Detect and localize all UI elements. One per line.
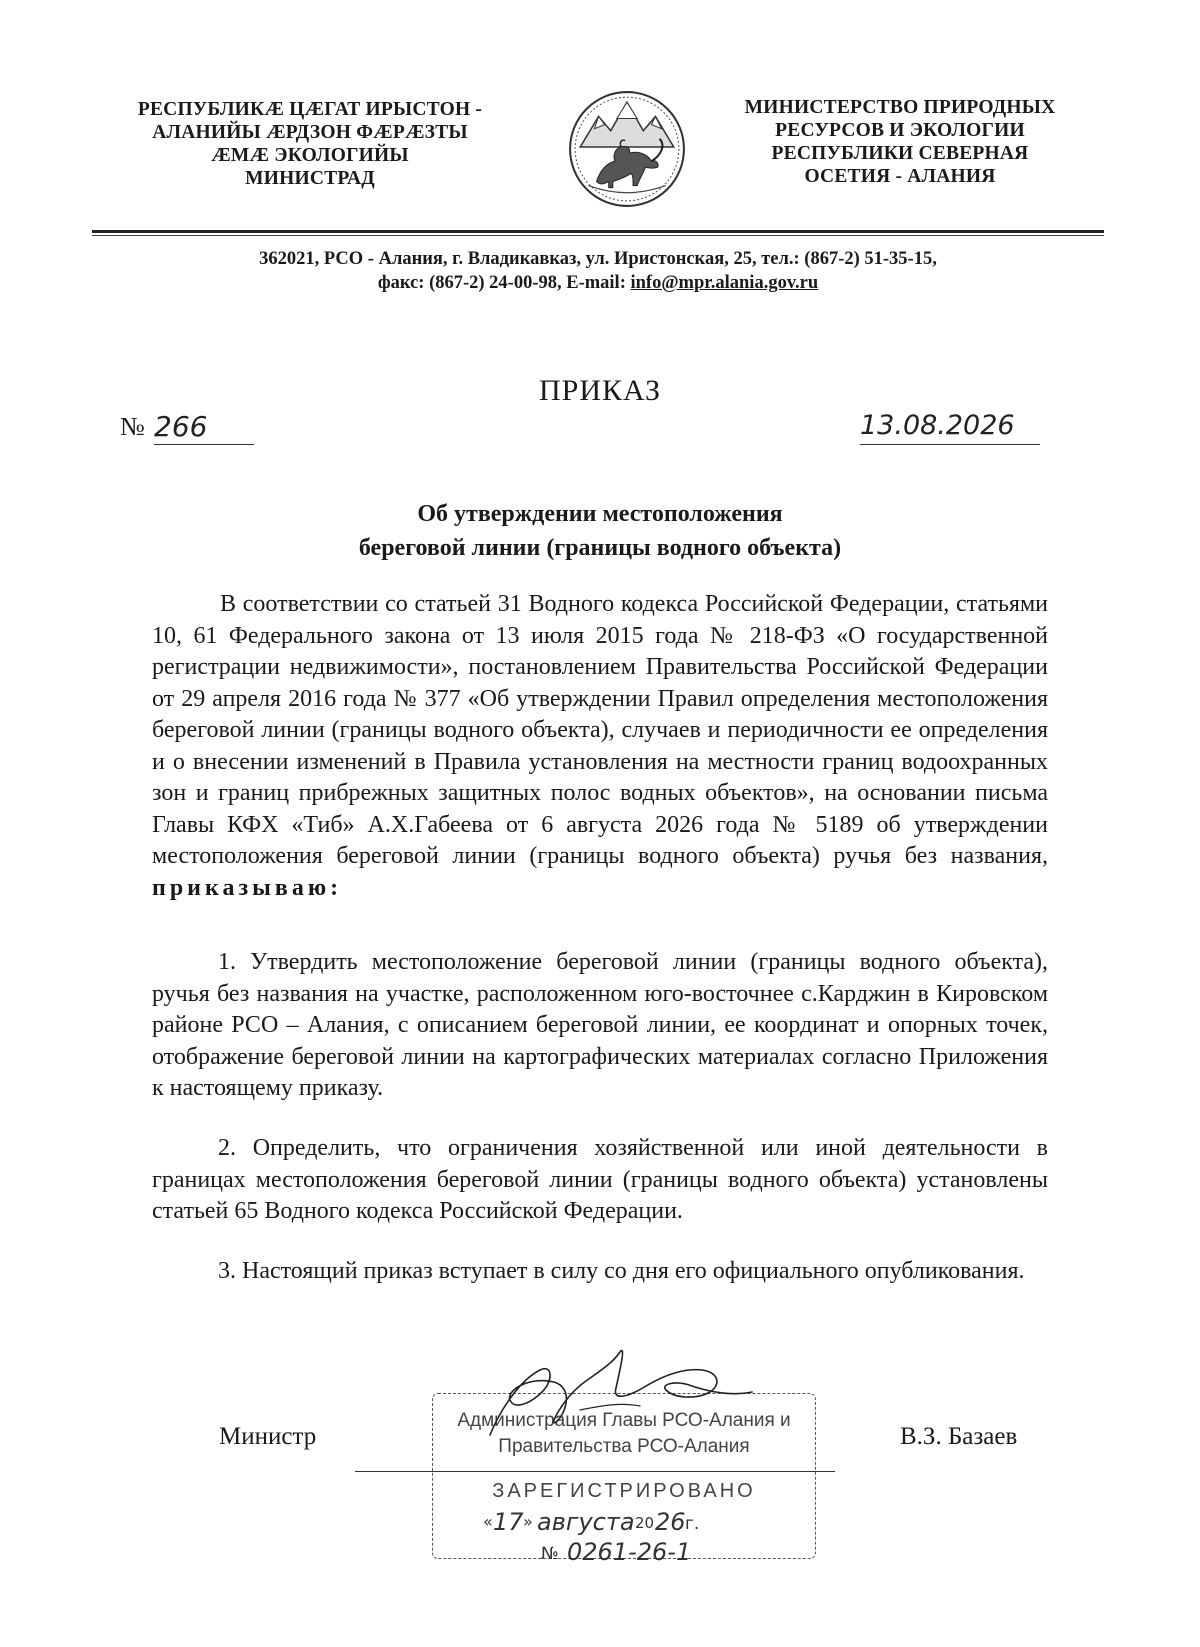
- signatory-name: В.З. Базаев: [900, 1423, 1018, 1450]
- stamp-reg-number: [541, 1538, 761, 1570]
- fax-label: факс: (867-2) 24-00-98, E-mail:: [377, 273, 631, 293]
- title-line: Об утверждении местоположения: [417, 501, 783, 527]
- document-number-value: 266: [154, 410, 208, 443]
- address-line: 362021, РСО - Алания, г. Владикавказ, ул. Иристонская, 25, тел.: (867-2) 51-35-15,: [259, 249, 937, 269]
- stamp-year-prefix: 20: [635, 1514, 655, 1532]
- title-line: береговой линии (границы водного объекта): [358, 535, 842, 561]
- header-right-line: ОСЕТИЯ - АЛАНИЯ: [804, 166, 996, 187]
- header-left-line: ÆМÆ ЭКОЛОГИЙЫ: [211, 145, 409, 166]
- date-underline: [860, 444, 1040, 445]
- header-left-line: МИНИСТРАД: [245, 168, 375, 189]
- order-keyword: приказываю:: [152, 874, 343, 901]
- number-sign: №: [120, 412, 145, 441]
- document-number: [120, 410, 360, 450]
- handwritten-signature-icon: [470, 1340, 770, 1450]
- header-left-line: РЕСПУБЛИКÆ ЦÆГАТ ИРЫСТОН -: [137, 99, 483, 120]
- address-block: [92, 247, 1104, 295]
- signatory-title: Министр: [219, 1423, 317, 1450]
- coat-of-arms-emblem-icon: [566, 88, 688, 210]
- stamp-open-quote: «: [483, 1512, 493, 1531]
- order-item-3: 3. Настоящий приказ вступает в силу со дня его официального опубликования.: [218, 1258, 1025, 1284]
- header-left-title: [100, 98, 520, 190]
- contact-line: [92, 271, 1104, 295]
- stamp-year-suffix: 26: [655, 1508, 686, 1536]
- stamp-close-quote: »: [523, 1512, 533, 1531]
- document-type: ПРИКАЗ: [539, 374, 661, 407]
- header-right-line: РЕСПУБЛИКИ СЕВЕРНАЯ: [771, 143, 1029, 164]
- preamble-paragraph: [152, 589, 1048, 904]
- order-item-2: 2. Определить, что ограничения хозяйственной или иной деятельности в границах местоположения береговой линии (границы водного объекта) установлены статьей 65 Водного кодекса Российской Федерации.: [152, 1135, 1048, 1224]
- stamp-registered-label: ЗАРЕГИСТРИРОВАНО: [492, 1480, 756, 1502]
- document-date-value: 13.08.2026: [860, 410, 1015, 441]
- stamp-org-line: Администрация Главы РСО-Алания и: [457, 1410, 791, 1431]
- stamp-num-value: 0261-26-1: [567, 1538, 692, 1566]
- email-link[interactable]: info@mpr.alania.gov.ru: [630, 273, 819, 293]
- order-item-1: 1. Утвердить местоположение береговой линии (границы водного объекта), ручья без названия на участке, расположенном юго-восточнее с.Карджин в Кировском районе РСО – Алания, с описанием береговой линии, ее координат и опорных точек, отображение береговой линии на картографических материалах согласно Приложения к настоящему приказу.: [152, 949, 1048, 1101]
- stamp-day: 17: [493, 1508, 524, 1536]
- stamp-org-line: Правительства РСО-Алания: [498, 1436, 750, 1457]
- stamp-date: [483, 1508, 783, 1540]
- header-right-line: МИНИСТЕРСТВО ПРИРОДНЫХ: [744, 97, 1056, 118]
- header-divider-thin: [92, 235, 1104, 236]
- header-right-line: РЕСУРСОВ И ЭКОЛОГИИ: [775, 120, 1025, 141]
- stamp-num-sign: №: [541, 1544, 559, 1564]
- document-date: [850, 410, 1050, 450]
- header-right-title: [700, 96, 1100, 188]
- signature-line: [355, 1471, 835, 1472]
- stamp-year-unit: г.: [685, 1514, 700, 1534]
- stamp-month: августа: [537, 1508, 635, 1536]
- header-divider: [92, 230, 1104, 233]
- number-underline: [154, 444, 254, 445]
- preamble-text: В соответствии со статьей 31 Водного кодекса Российской Федерации, статьями 10, 61 Федерального закона от 13 июля 2015 года № 218-ФЗ «О государственной регистрации недвижимости», постановлением Правительства Российской Федерации от 29 апреля 2016 года № 377 «Об утверждении Правил определения местоположения береговой линии (границы водного объекта), случаев и периодичности ее определения и о внесении изменений в Правила установления на местности границ водоохранных зон и границ прибрежных защитных полос водных объектов», на основании письма Главы КФХ «Тиб» А.Х.Габеева от 6 августа 2026 года № 5189 об утверждении местоположения береговой линии (границы водного объекта) ручья без названия,: [152, 591, 1048, 869]
- header-left-line: АЛАНИЙЫ ÆРДЗОН ФÆРÆЗТЫ: [152, 122, 468, 143]
- document-title: [0, 497, 1200, 565]
